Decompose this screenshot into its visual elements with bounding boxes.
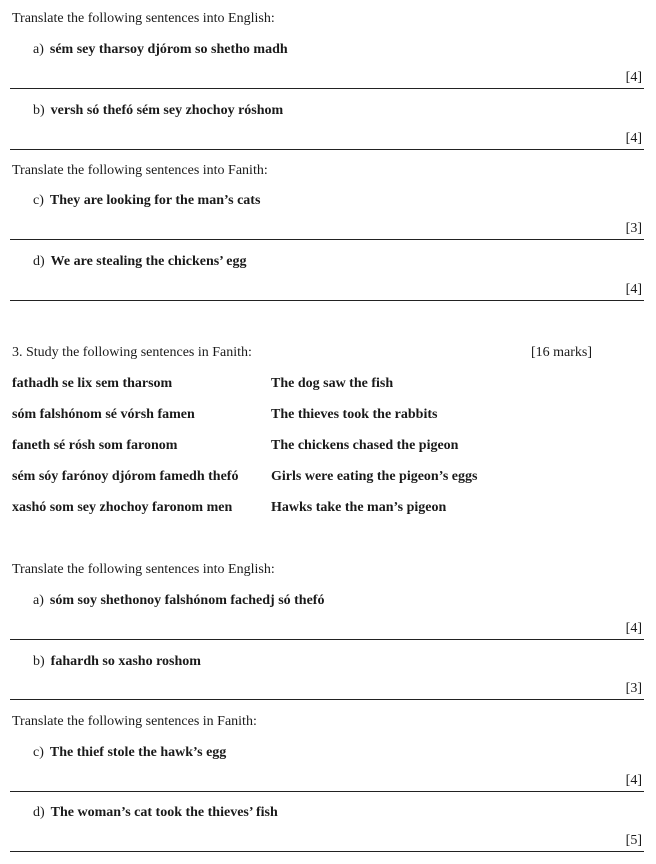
- marks-label: [4]: [625, 621, 642, 636]
- answer-line: [10, 791, 644, 792]
- question-text: They are looking for the man’s cats: [49, 193, 261, 208]
- english-sentence: The chickens chased the pigeon: [271, 438, 459, 453]
- instruction-translate-fanith: Translate the following sentences in Fanith:: [12, 714, 257, 729]
- answer-line: [10, 239, 644, 240]
- marks-label: [3]: [625, 681, 642, 696]
- fanith-sentence: fathadh se lix sem tharsom: [12, 376, 173, 391]
- question-c: [33, 745, 226, 761]
- question-d: [33, 805, 278, 821]
- english-sentence: Girls were eating the pigeon’s eggs: [271, 469, 478, 484]
- instruction-translate-fanith: Translate the following sentences into Fanith:: [12, 163, 268, 178]
- english-sentence: The thieves took the rabbits: [271, 407, 438, 422]
- english-sentence: Hawks take the man’s pigeon: [271, 500, 447, 515]
- question-label: c): [33, 745, 44, 760]
- question-text: We are stealing the chickens’ egg: [50, 254, 247, 269]
- marks-label: [4]: [625, 773, 642, 788]
- question-text: sóm soy shethonoy falshónom fachedj só thefó: [49, 593, 325, 608]
- question-label: b): [33, 654, 45, 669]
- question-label: d): [33, 254, 45, 269]
- question-b: [33, 654, 201, 670]
- fanith-sentence: faneth sé rósh som faronom: [12, 438, 178, 453]
- question-text: sém sey tharsoy djórom so shetho madh: [49, 42, 288, 57]
- fanith-sentence: sóm falshónom sé vórsh famen: [12, 407, 195, 422]
- answer-line: [10, 699, 644, 700]
- instruction-translate-english: Translate the following sentences into English:: [12, 11, 275, 26]
- answer-line: [10, 851, 644, 852]
- question-a: [33, 42, 288, 58]
- question-text: The thief stole the hawk’s egg: [49, 745, 227, 760]
- answer-line: [10, 88, 644, 89]
- marks-label: [4]: [625, 70, 642, 85]
- marks-label: [4]: [625, 282, 642, 297]
- question-b: [33, 103, 283, 119]
- question-text: versh só thefó sém sey zhochoy róshom: [50, 103, 284, 118]
- question-d: [33, 254, 247, 270]
- question-label: b): [33, 103, 45, 118]
- question-label: d): [33, 805, 45, 820]
- question-text: fahardh so xasho roshom: [50, 654, 201, 669]
- answer-line: [10, 300, 644, 301]
- question-3-heading: 3. Study the following sentences in Fanith:: [12, 345, 252, 360]
- question-a: [33, 593, 324, 609]
- question-c: [33, 193, 260, 209]
- fanith-sentence: sém sóy farónoy djórom famedh thefó: [12, 469, 239, 484]
- question-label: c): [33, 193, 44, 208]
- answer-line: [10, 639, 644, 640]
- question-3-marks: [16 marks]: [531, 345, 593, 360]
- instruction-translate-english: Translate the following sentences into English:: [12, 562, 275, 577]
- question-text: The woman’s cat took the thieves’ fish: [50, 805, 278, 820]
- marks-label: [4]: [625, 131, 642, 146]
- english-sentence: The dog saw the fish: [271, 376, 394, 391]
- marks-label: [3]: [625, 221, 642, 236]
- marks-label: [5]: [625, 833, 642, 848]
- fanith-sentence: xashó som sey zhochoy faronom men: [12, 500, 233, 515]
- question-label: a): [33, 593, 44, 608]
- answer-line: [10, 149, 644, 150]
- question-label: a): [33, 42, 44, 57]
